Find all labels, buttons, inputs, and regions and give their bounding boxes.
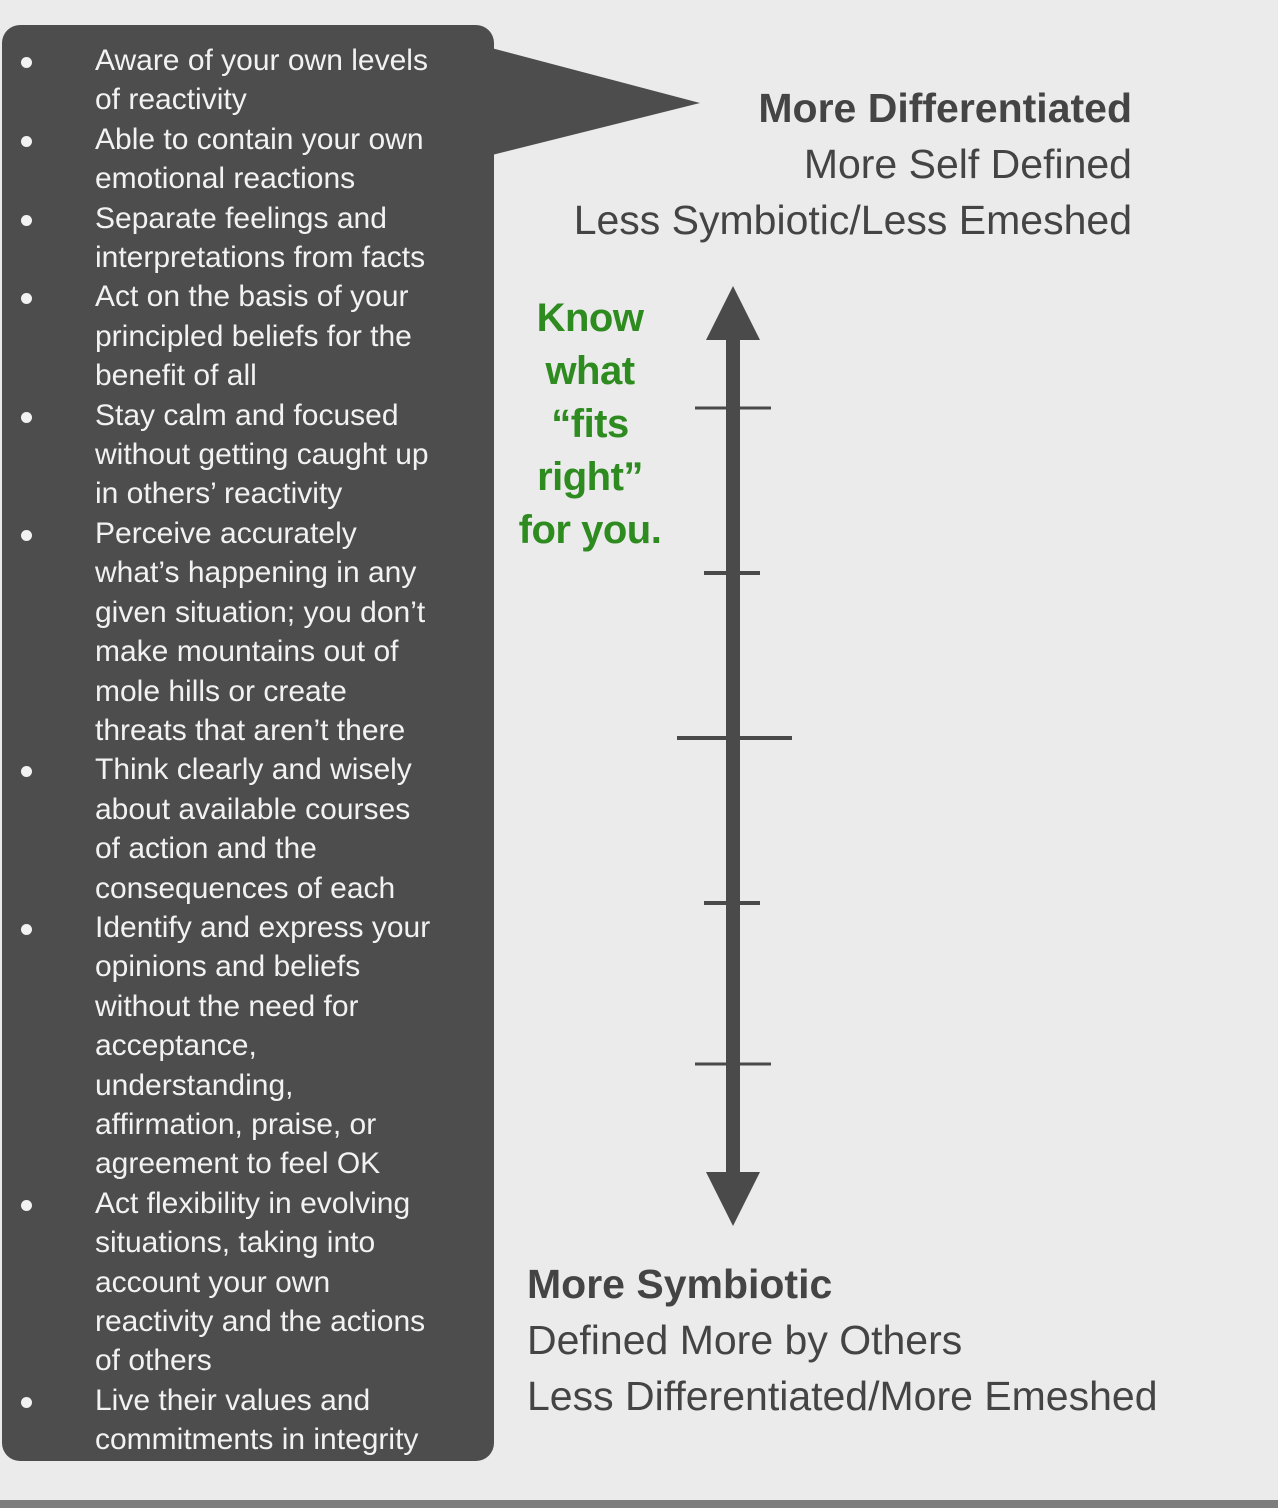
bullet-icon [21, 924, 32, 935]
top-pole-labels [574, 80, 1132, 248]
arrow-down-icon [706, 1172, 760, 1226]
top-pole-line1: More Self Defined [803, 141, 1132, 187]
trait-item [2, 1381, 494, 1460]
bullet-icon [21, 412, 32, 423]
arrow-up-icon [706, 286, 760, 340]
trait-text: Identify and express your opinions and beliefs without the need for acceptance, understanding, affirmation, praise, or agreement to feel OK [95, 910, 431, 1181]
top-pole-title: More Differentiated [758, 85, 1132, 131]
trait-text: Perceive accurately what’s happening in any given situation; you don’t make mountains out of mole hills or create threats that aren’t there [95, 516, 426, 747]
trait-item [2, 750, 494, 908]
trait-text: Aware of your own levels of reactivity [95, 44, 428, 117]
bullet-icon [21, 215, 32, 226]
trait-text: Stay calm and focused without getting caught up in others’ reactivity [95, 398, 429, 511]
bullet-icon [21, 293, 32, 304]
bottom-border [0, 1500, 1278, 1508]
trait-text: Separate feelings and interpretations from facts [95, 201, 426, 275]
bottom-pole-title: More Symbiotic [527, 1261, 833, 1307]
trait-item [2, 199, 494, 278]
differentiation-scale [660, 280, 820, 1240]
trait-item [2, 277, 494, 395]
trait-list [2, 41, 494, 1460]
bullet-icon [21, 1397, 32, 1408]
trait-text: Think clearly and wisely about available courses of action and the consequences of each [95, 753, 412, 905]
trait-item [2, 396, 494, 514]
bottom-pole-line1: Defined More by Others [527, 1317, 963, 1363]
trait-item [2, 908, 494, 1184]
trait-item [2, 1184, 494, 1381]
trait-item [2, 514, 494, 750]
bullet-icon [21, 1200, 32, 1211]
trait-text: Act on the basis of your principled beliefs for the benefit of all [95, 280, 412, 393]
fit-note: Know what “fits right” for you. [518, 296, 662, 552]
trait-text: Able to contain your own emotional reactions [95, 122, 424, 196]
trait-text: Act flexibility in evolving situations, taking into account your own reactivity and the actions of others [95, 1186, 426, 1378]
trait-text: Live their values and commitments in integrity [95, 1383, 419, 1457]
bottom-pole-line2: Less Differentiated/More Emeshed [527, 1373, 1158, 1419]
bullet-icon [21, 766, 32, 777]
bullet-icon [21, 530, 32, 541]
traits-panel [2, 25, 494, 1461]
bottom-pole-labels [527, 1256, 1158, 1424]
top-pole-line2: Less Symbiotic/Less Emeshed [573, 197, 1132, 243]
